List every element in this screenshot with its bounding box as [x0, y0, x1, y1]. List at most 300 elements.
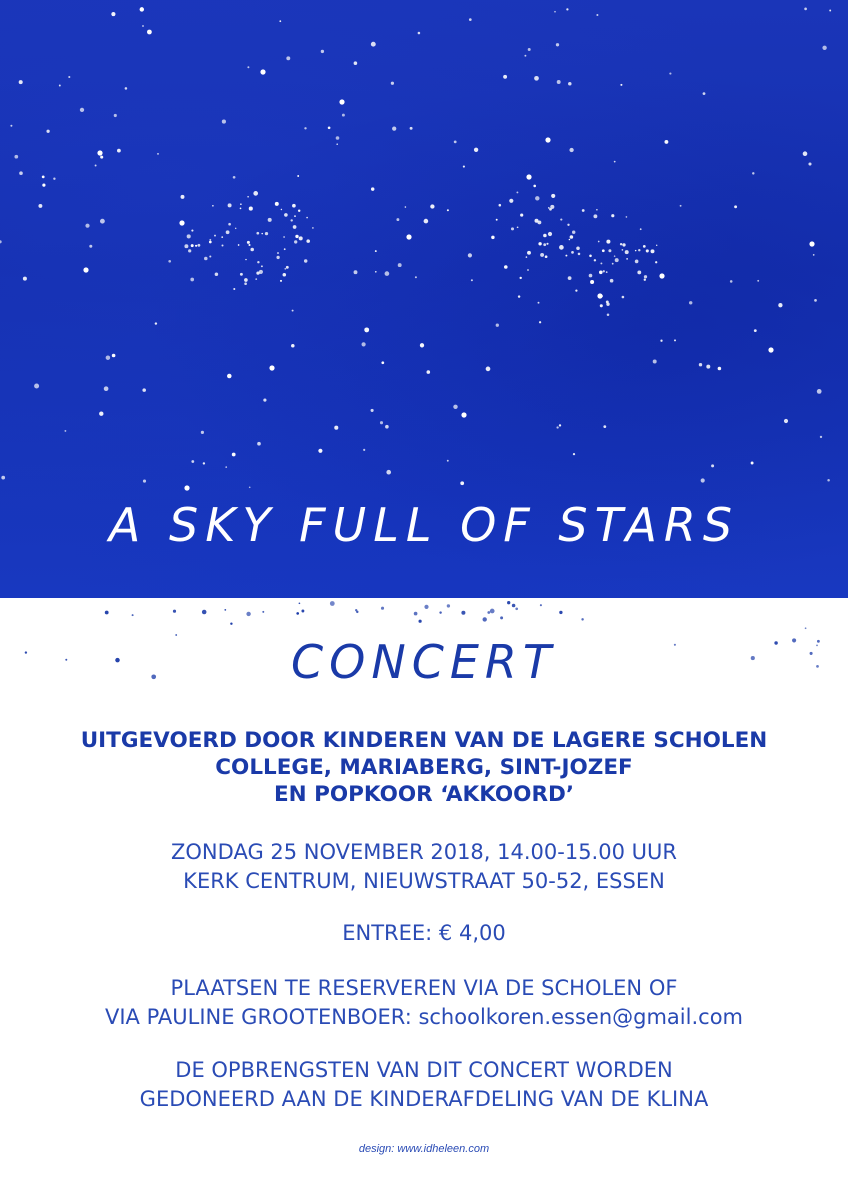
star	[567, 224, 569, 226]
star	[385, 271, 390, 276]
star	[334, 426, 338, 430]
star	[100, 219, 105, 224]
star	[381, 361, 384, 364]
star	[594, 259, 596, 261]
event-location: KERK CENTRUM, NIEUWSTRAAT 50-52, ESSEN	[183, 869, 665, 893]
star	[203, 462, 205, 464]
star	[354, 270, 358, 274]
star	[751, 462, 754, 465]
star	[699, 363, 702, 366]
star	[336, 143, 338, 145]
star	[19, 80, 23, 84]
star	[568, 276, 572, 280]
star	[312, 227, 314, 229]
paint-dot	[246, 612, 250, 616]
star	[734, 205, 737, 208]
star	[827, 479, 830, 482]
star	[778, 303, 782, 307]
paint-dot	[356, 611, 358, 613]
star	[281, 209, 282, 210]
star	[612, 263, 614, 265]
star	[520, 214, 523, 217]
star	[589, 255, 592, 258]
star	[233, 176, 236, 179]
star	[201, 431, 204, 434]
star	[222, 120, 226, 124]
star	[606, 303, 609, 306]
star	[68, 76, 70, 78]
star	[371, 409, 374, 412]
star	[664, 140, 668, 144]
star	[596, 209, 598, 211]
star	[95, 165, 97, 167]
star	[221, 236, 223, 238]
star	[599, 271, 603, 275]
star	[572, 231, 575, 234]
star	[280, 280, 282, 282]
paint-dot	[507, 601, 510, 604]
star	[620, 243, 622, 245]
charity-note	[0, 1056, 848, 1114]
paint-dot	[230, 622, 232, 624]
star	[114, 114, 117, 117]
star	[306, 217, 308, 219]
star	[757, 280, 759, 282]
reservation-line-1: PLAATSEN TE RESERVEREN VIA DE SCHOLEN OF	[170, 976, 678, 1000]
star	[669, 73, 671, 75]
star	[80, 108, 84, 112]
star	[614, 161, 616, 163]
star	[257, 442, 261, 446]
paint-dot	[301, 610, 304, 613]
star	[569, 239, 571, 241]
star	[179, 220, 184, 225]
star	[813, 254, 815, 256]
star	[537, 220, 541, 224]
star	[622, 296, 625, 299]
star	[261, 265, 263, 267]
star	[615, 258, 619, 262]
star	[644, 279, 646, 281]
star	[260, 69, 265, 74]
star	[460, 481, 464, 485]
star	[168, 260, 171, 263]
star	[568, 82, 572, 86]
paint-dot	[540, 604, 542, 606]
star	[250, 248, 254, 252]
star	[566, 8, 568, 10]
star	[247, 241, 250, 244]
star	[209, 241, 212, 244]
star	[100, 156, 103, 159]
star	[548, 232, 552, 236]
star	[635, 260, 639, 264]
star	[142, 25, 144, 27]
star	[420, 343, 424, 347]
star	[447, 209, 449, 211]
star	[111, 12, 115, 16]
star	[46, 130, 49, 133]
star	[538, 302, 540, 304]
performers-line-3: EN POPKOOR ‘AKKOORD’	[273, 782, 575, 807]
star	[336, 136, 340, 140]
star	[596, 14, 598, 16]
star	[809, 241, 814, 246]
star	[463, 166, 465, 168]
star	[602, 249, 605, 252]
star	[606, 240, 610, 244]
star	[249, 207, 253, 211]
paint-dot	[381, 607, 384, 610]
paint-dot	[262, 611, 264, 613]
star	[603, 425, 606, 428]
paint-dot	[330, 601, 335, 606]
star	[191, 230, 193, 232]
paint-dot	[515, 607, 518, 610]
star	[656, 245, 657, 246]
star	[410, 127, 413, 130]
star	[570, 235, 574, 239]
star	[718, 367, 722, 371]
star	[730, 280, 733, 283]
star	[573, 453, 575, 455]
star	[516, 191, 518, 193]
star	[680, 205, 682, 207]
star	[297, 175, 299, 177]
star	[644, 275, 647, 278]
star	[589, 274, 593, 278]
star	[191, 460, 194, 463]
star	[638, 249, 640, 251]
star	[292, 310, 294, 312]
star	[418, 32, 421, 35]
star	[527, 251, 531, 255]
event-datetime: ZONDAG 25 NOVEMBER 2018, 14.00-15.00 UUR	[171, 840, 677, 864]
star	[328, 126, 331, 129]
star	[565, 255, 567, 257]
star	[752, 172, 754, 174]
star	[711, 464, 714, 467]
star	[249, 486, 251, 488]
star	[240, 203, 242, 205]
star	[155, 322, 157, 324]
star	[689, 301, 692, 304]
star	[53, 178, 55, 180]
star	[293, 225, 297, 229]
star	[611, 214, 614, 217]
star	[608, 249, 611, 252]
star	[829, 10, 831, 12]
star	[197, 244, 200, 247]
star	[527, 269, 529, 271]
star	[1, 476, 5, 480]
paint-dot	[581, 618, 583, 620]
star	[607, 314, 610, 317]
night-sky-illustration	[0, 0, 848, 598]
paint-dot	[224, 609, 226, 611]
star	[701, 478, 705, 482]
star	[626, 216, 628, 218]
star	[286, 266, 289, 269]
star	[140, 7, 144, 11]
star	[23, 277, 27, 281]
star	[104, 386, 109, 391]
star	[598, 241, 600, 243]
star	[814, 299, 817, 302]
performers-line-1: UITGEVOERD DOOR KINDEREN VAN DE LAGERE SCHOLEN	[80, 728, 768, 753]
star	[238, 244, 240, 246]
star	[375, 250, 377, 252]
star	[321, 50, 324, 53]
star	[526, 256, 528, 258]
star	[625, 250, 629, 254]
star	[398, 263, 402, 267]
paint-dot	[296, 612, 299, 615]
paint-dot	[202, 610, 207, 615]
paint-dot	[447, 604, 450, 607]
star	[34, 384, 39, 389]
star	[603, 270, 605, 272]
star	[526, 174, 531, 179]
star	[486, 367, 491, 372]
star	[362, 342, 366, 346]
star	[626, 258, 628, 260]
star	[754, 329, 757, 332]
star	[804, 8, 807, 11]
star	[817, 389, 822, 394]
star	[188, 249, 191, 252]
star	[209, 255, 211, 257]
poster-title: A SKY FULL OF STARS	[108, 498, 740, 552]
star	[396, 218, 399, 221]
star	[318, 449, 322, 453]
star	[454, 141, 457, 144]
star	[391, 82, 394, 85]
star	[635, 250, 636, 251]
star	[83, 267, 88, 272]
star	[706, 365, 710, 369]
star	[89, 245, 92, 248]
star	[549, 208, 552, 211]
star	[261, 233, 262, 234]
star	[674, 339, 676, 341]
star	[38, 204, 42, 208]
entry-fee: ENTREE: € 4,00	[342, 921, 506, 945]
star	[284, 268, 286, 270]
star	[784, 419, 788, 423]
star	[600, 304, 603, 307]
star	[571, 251, 574, 254]
paint-dot	[439, 611, 441, 613]
star	[187, 234, 191, 238]
star	[339, 99, 344, 104]
star	[190, 278, 194, 282]
star	[646, 249, 649, 252]
star	[147, 30, 152, 35]
star	[524, 55, 526, 57]
star	[597, 293, 602, 298]
star	[204, 257, 208, 261]
star	[469, 18, 472, 21]
star	[637, 270, 641, 274]
star	[461, 412, 466, 417]
star	[543, 234, 547, 238]
star	[284, 248, 286, 250]
star	[291, 344, 295, 348]
star	[614, 255, 616, 257]
paint-dot	[805, 627, 807, 629]
star	[643, 245, 646, 248]
star	[491, 236, 494, 239]
star	[538, 242, 541, 245]
star	[265, 232, 268, 235]
star	[304, 259, 307, 262]
star	[415, 276, 417, 278]
star	[97, 150, 102, 155]
charity-line-1: DE OPBRENGSTEN VAN DIT CONCERT WORDEN	[175, 1058, 673, 1082]
star	[622, 249, 624, 251]
star	[375, 271, 377, 273]
star	[226, 230, 230, 234]
star	[560, 219, 562, 221]
paint-dot	[490, 609, 495, 614]
star	[600, 262, 602, 264]
star	[99, 412, 103, 416]
star	[106, 355, 111, 360]
star	[294, 240, 297, 243]
star	[534, 76, 539, 81]
star	[556, 426, 558, 428]
star	[276, 256, 279, 259]
paint-dot	[132, 614, 134, 616]
star	[14, 155, 18, 159]
star	[247, 66, 249, 68]
star	[253, 191, 258, 196]
paint-dot	[299, 602, 301, 604]
star	[125, 87, 128, 90]
paint-dot	[424, 605, 428, 609]
star	[209, 239, 211, 241]
charity-line-2: GEDONEERD AAN DE KINDERAFDELING VAN DE KLINA	[139, 1087, 709, 1111]
star	[545, 137, 550, 142]
star	[275, 202, 279, 206]
paint-dot	[105, 611, 109, 615]
paint-dot	[559, 611, 562, 614]
star	[504, 265, 508, 269]
star	[559, 424, 561, 426]
star	[468, 253, 472, 257]
star	[651, 249, 655, 253]
star	[269, 365, 274, 370]
star	[546, 243, 548, 245]
star	[392, 126, 396, 130]
star	[283, 273, 287, 277]
star	[10, 125, 12, 127]
star	[517, 226, 519, 228]
paint-dot	[414, 612, 418, 616]
star	[803, 151, 808, 156]
star	[143, 480, 146, 483]
star	[427, 370, 431, 374]
star	[503, 75, 507, 79]
star	[244, 282, 247, 285]
star	[820, 436, 822, 438]
paint-dot	[461, 611, 465, 615]
star	[284, 213, 288, 217]
star	[244, 278, 248, 282]
star	[228, 203, 232, 207]
star	[578, 253, 581, 256]
star	[247, 196, 249, 198]
star	[380, 421, 383, 424]
star	[256, 232, 259, 235]
star	[559, 245, 564, 250]
star	[263, 399, 266, 402]
performers-block	[0, 727, 848, 808]
star	[294, 215, 296, 217]
star	[354, 61, 358, 65]
star	[228, 223, 231, 226]
star	[590, 280, 594, 284]
star	[290, 219, 292, 221]
star	[283, 236, 285, 238]
star	[509, 199, 513, 203]
star	[240, 208, 242, 210]
star	[519, 277, 521, 279]
star	[117, 149, 121, 153]
star	[292, 204, 296, 208]
concert-heading: CONCERT	[291, 635, 557, 689]
star	[660, 340, 662, 342]
performers-line-2: COLLEGE, MARIABERG, SINT-JOZEF	[215, 755, 633, 780]
star	[233, 288, 235, 290]
star	[535, 196, 539, 200]
star	[551, 194, 555, 198]
star	[768, 347, 773, 352]
star	[533, 185, 536, 188]
star	[556, 43, 559, 46]
star	[474, 148, 478, 152]
reservation-info	[0, 974, 848, 1032]
star	[257, 261, 259, 263]
star	[371, 187, 374, 190]
star	[157, 153, 159, 155]
star	[424, 219, 429, 224]
star	[543, 243, 546, 246]
star	[640, 228, 642, 230]
star	[447, 460, 449, 462]
star	[248, 244, 250, 246]
star	[385, 425, 389, 429]
star	[808, 162, 811, 165]
star	[59, 85, 61, 87]
paint-dot	[512, 604, 516, 608]
star	[511, 227, 514, 230]
star	[235, 228, 236, 229]
star	[430, 204, 434, 208]
star	[215, 272, 219, 276]
star	[277, 252, 279, 254]
star	[822, 46, 826, 50]
star	[655, 261, 657, 263]
star	[554, 11, 556, 13]
star	[496, 219, 498, 221]
star	[255, 278, 257, 280]
star	[575, 289, 577, 291]
paint-dot	[173, 610, 176, 613]
star	[576, 247, 580, 251]
star	[232, 453, 236, 457]
